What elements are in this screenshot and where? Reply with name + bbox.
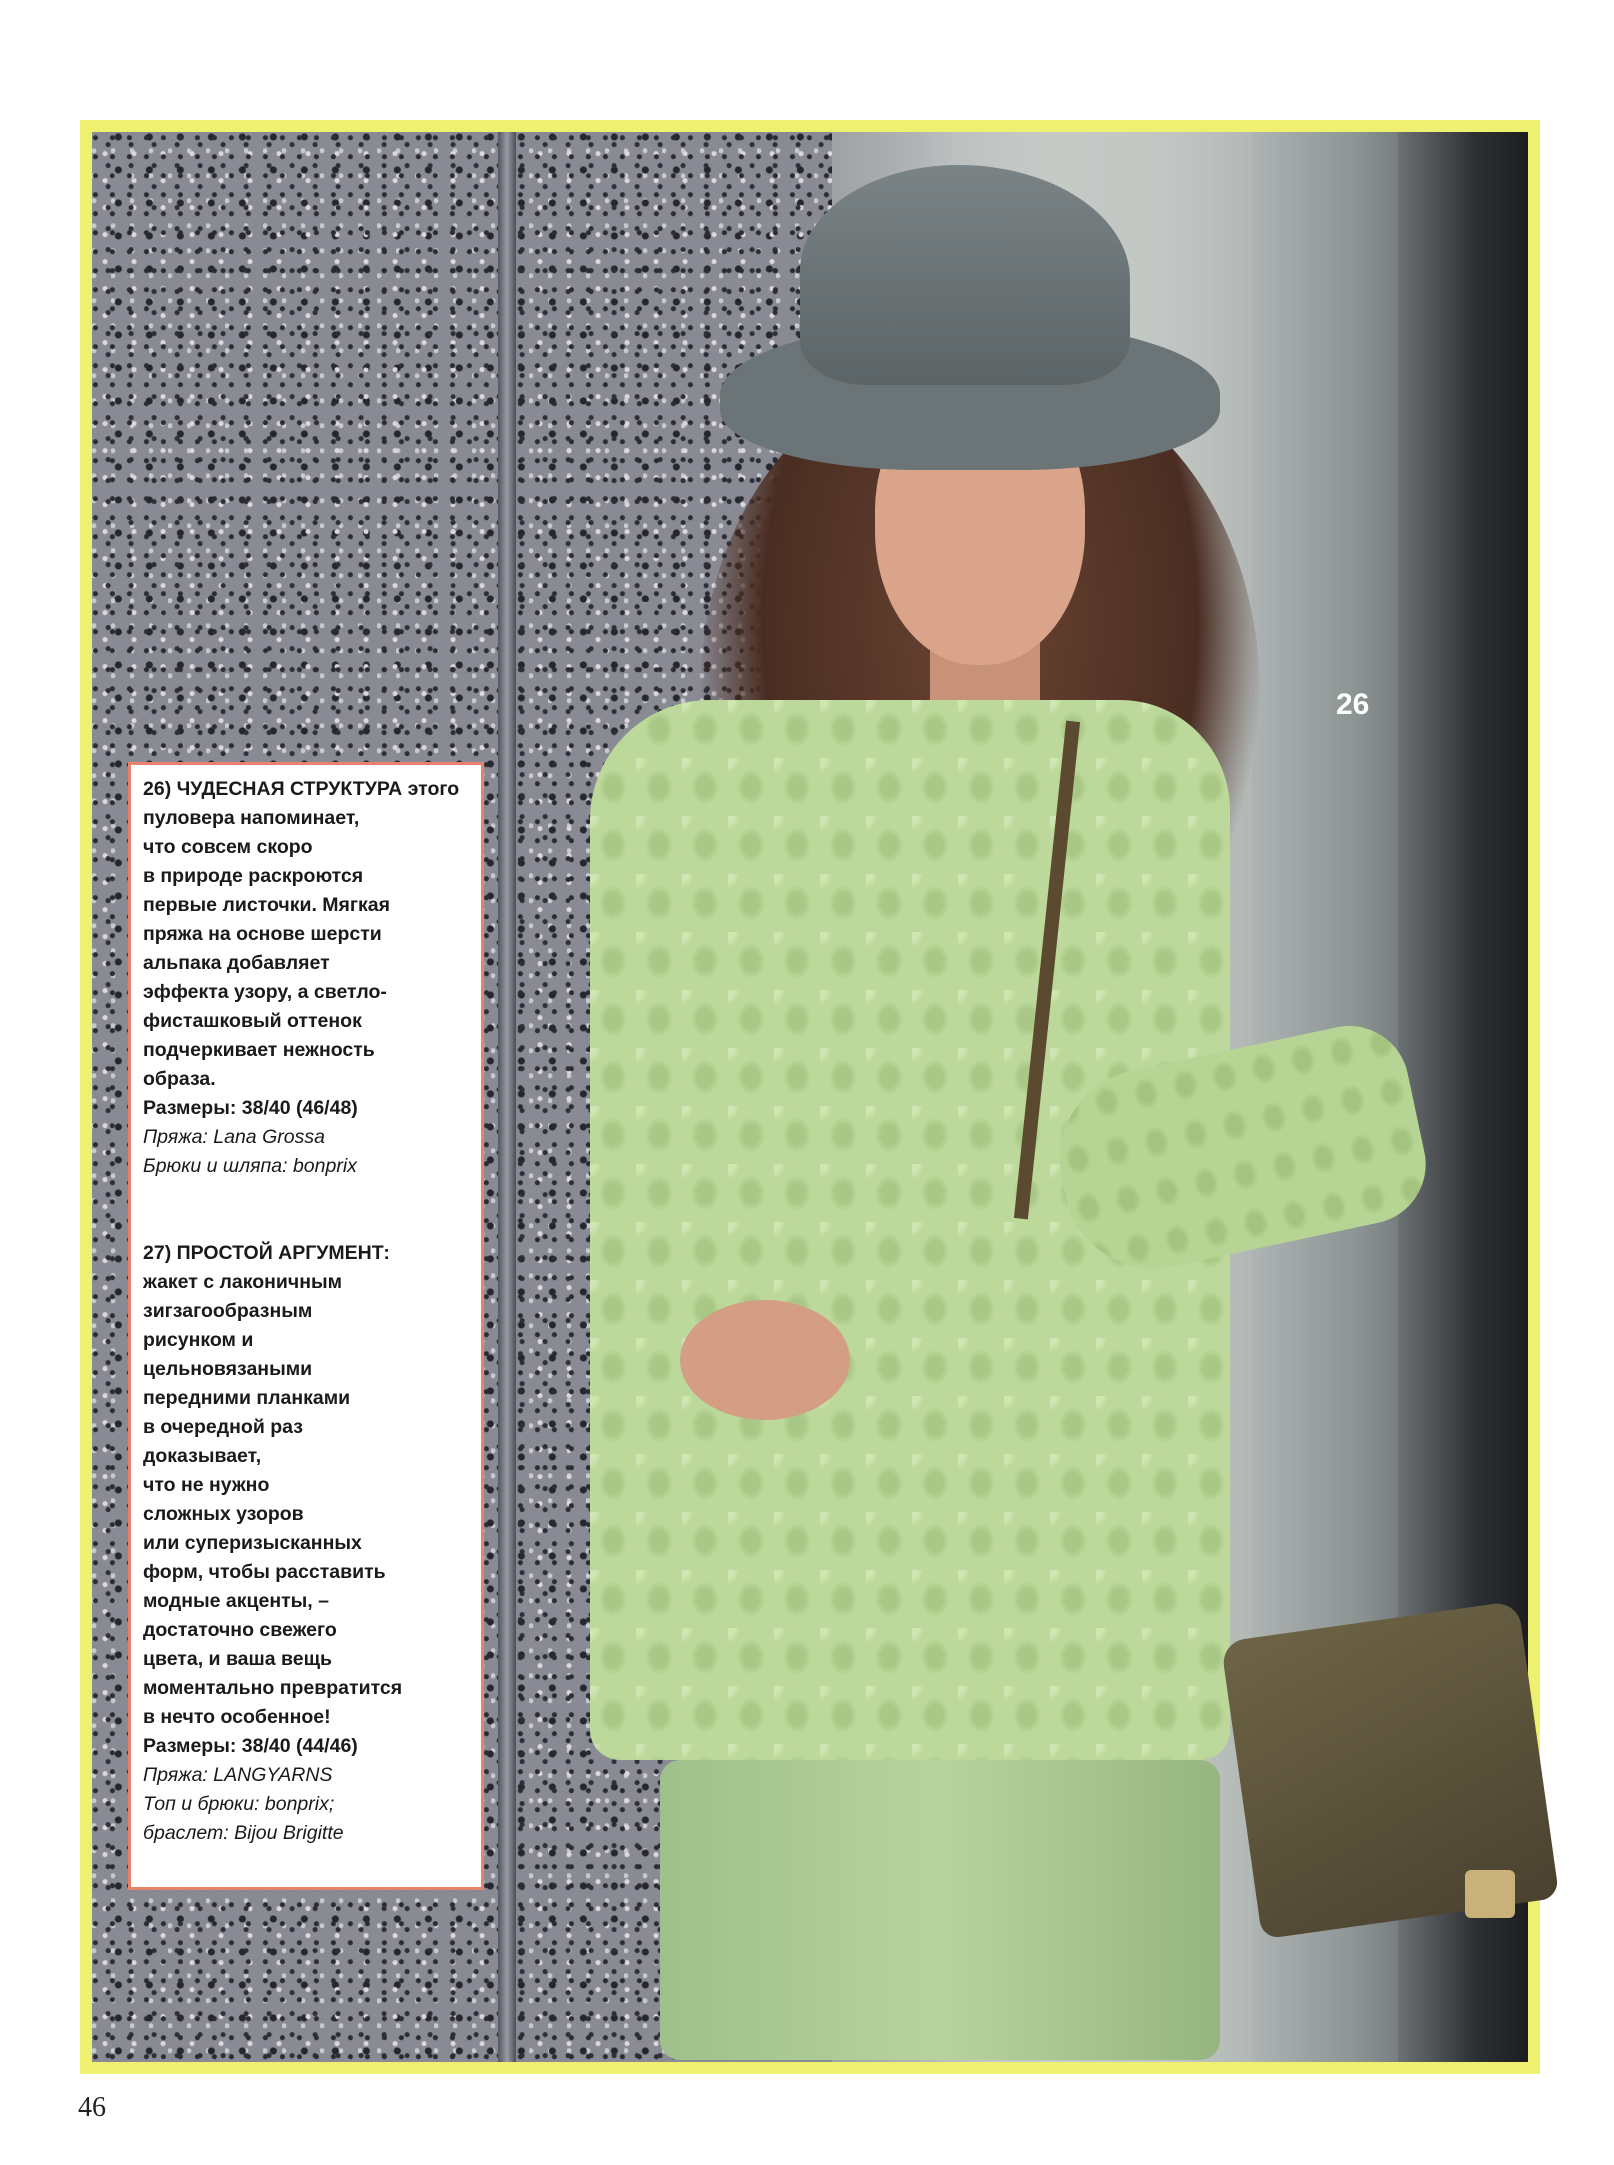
item-line: образа.	[143, 1068, 216, 1090]
item-line: цельновязаными	[143, 1358, 313, 1380]
item-credit: браслет: Bijou Brigitte	[143, 1822, 344, 1844]
model-hand	[680, 1300, 850, 1420]
item-line: доказывает,	[143, 1445, 262, 1467]
item-sizes: Размеры: 38/40 (46/48)	[143, 1097, 358, 1119]
item-line: цвета, и ваша вещь	[143, 1648, 333, 1670]
item-line: что не нужно	[143, 1474, 270, 1496]
item-line: зигзагообразным	[143, 1300, 313, 1322]
page-number: 46	[78, 2092, 106, 2123]
item-heading-title: 27) ПРОСТОЙ АРГУМЕНТ:	[143, 1242, 390, 1264]
item-line: в природе раскроются	[143, 865, 364, 887]
item-26-description	[143, 775, 481, 1181]
item-line: рисунком и	[143, 1329, 254, 1351]
item-sizes: Размеры: 38/40 (44/46)	[143, 1735, 358, 1757]
item-line: пуловера напоминает,	[143, 807, 360, 829]
item-line: в очередной раз	[143, 1416, 303, 1438]
bag-clasp	[1465, 1870, 1515, 1918]
green-trousers	[660, 1760, 1220, 2060]
item-line: что совсем скоро	[143, 836, 313, 858]
item-credit: Топ и брюки: bonprix;	[143, 1793, 335, 1815]
item-line: фисташковый оттенок	[143, 1010, 362, 1032]
item-yarn: Пряжа: LANGYARNS	[143, 1764, 333, 1786]
item-line: передними планками	[143, 1387, 351, 1409]
figure-number: 26	[1336, 688, 1370, 721]
item-line: альпака добавляет	[143, 952, 330, 974]
description-box	[128, 762, 484, 1890]
item-line: модные акценты, –	[143, 1590, 329, 1612]
item-line: форм, чтобы расставить	[143, 1561, 386, 1583]
item-line: или суперизысканных	[143, 1532, 362, 1554]
item-27-description	[143, 1239, 481, 1848]
item-heading	[143, 775, 481, 804]
item-line: достаточно свежего	[143, 1619, 337, 1641]
item-line: подчеркивает нежность	[143, 1039, 375, 1061]
wall-groove	[498, 132, 516, 2062]
item-line: в нечто особенное!	[143, 1706, 331, 1728]
item-line: сложных узоров	[143, 1503, 304, 1525]
item-heading-tail: этого	[407, 778, 460, 800]
item-line: первые листочки. Мягкая	[143, 894, 391, 916]
item-line: жакет с лаконичным	[143, 1271, 343, 1293]
item-heading-title: 26) ЧУДЕСНАЯ СТРУКТУРА	[143, 778, 403, 800]
item-line: пряжа на основе шерсти	[143, 923, 382, 945]
item-line: моментально превратится	[143, 1677, 403, 1699]
item-credit: Брюки и шляпа: bonprix	[143, 1155, 357, 1177]
item-yarn: Пряжа: Lana Grossa	[143, 1126, 325, 1148]
item-line: эффекта узору, а светло-	[143, 981, 387, 1003]
